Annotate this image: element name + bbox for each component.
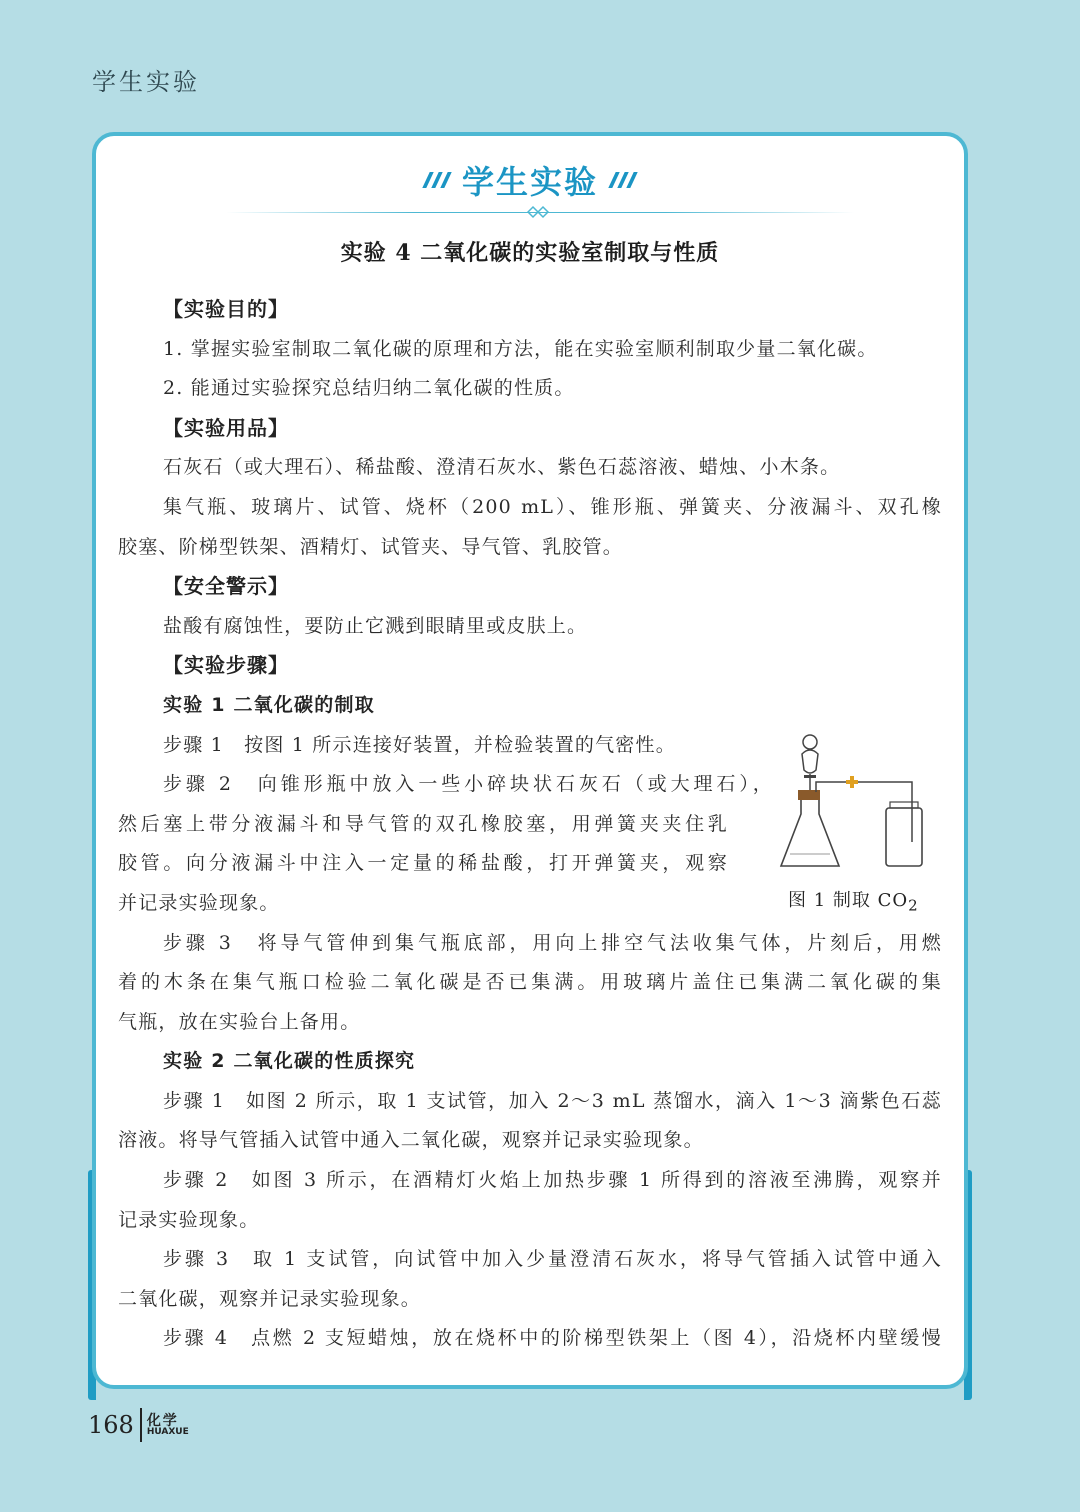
experiment-card — [92, 132, 968, 1389]
banner — [96, 158, 964, 202]
experiment-title: 实验 4 二氧化碳的实验室制取与性质 — [340, 240, 720, 266]
delivery-tube — [816, 782, 912, 842]
spring-clip-handle — [846, 780, 858, 784]
divider-ornament-icon — [526, 205, 550, 219]
figure-1-caption-text: 图 1 制取 CO — [788, 890, 909, 911]
footer-divider — [140, 1408, 142, 1442]
purpose-item-1: 1. 掌握实验室制取二氧化碳的原理和方法，能在实验室顺利制取少量二氧化碳。 — [163, 337, 878, 360]
figure-1-caption-subscript: 2 — [908, 896, 919, 915]
exp1-step2-line-2: 然后塞上带分液漏斗和导气管的双孔橡胶塞，用弹簧夹夹住乳 — [118, 812, 728, 835]
purpose-heading: 【实验目的】 — [163, 297, 289, 321]
exp2-step1-line-1: 步骤 1 如图 2 所示，取 1 支试管，加入 2～3 mL 蒸馏水，滴入 1～3 滴紫色石蕊 — [163, 1089, 942, 1112]
experiment-1-title: 实验 1 二氧化碳的制取 — [163, 693, 375, 716]
safety-heading: 【安全警示】 — [163, 574, 289, 599]
figure-1-caption — [788, 886, 919, 915]
funnel-stopper — [803, 735, 817, 749]
co2-apparatus-diagram — [776, 730, 936, 880]
exp1-step2-line-3: 胶管。向分液漏斗中注入一定量的稀盐酸，打开弹簧夹，观察 — [118, 852, 728, 875]
gas-collecting-bottle — [886, 808, 922, 866]
exp1-step2-line-4: 并记录实验现象。 — [118, 891, 280, 914]
exp2-step3-line-1: 步骤 3 取 1 支试管，向试管中加入少量澄清石灰水，将导气管插入试管中通入 — [163, 1248, 942, 1271]
page-number: 168 — [88, 1411, 134, 1439]
experiment-2-title: 实验 2 二氧化碳的性质探究 — [163, 1050, 416, 1073]
exp1-step3-line-1: 步骤 3 将导气管伸到集气瓶底部，用向上排空气法收集气体，片刻后，用燃 — [163, 931, 942, 954]
exp2-step1-line-2: 溶液。将导气管插入试管中通入二氧化碳，观察并记录实验现象。 — [118, 1129, 704, 1152]
exp2-step4-line-1: 步骤 4 点燃 2 支短蜡烛，放在烧杯中的阶梯型铁架上（图 4），沿烧杯内壁缓慢 — [163, 1327, 942, 1350]
exp1-step2-line-1: 步骤 2 向锥形瓶中放入一些小碎块状石灰石（或大理石）， — [163, 773, 773, 796]
materials-equipment-line-2: 胶塞、阶梯型铁架、酒精灯、试管夹、导气管、乳胶管。 — [118, 535, 624, 558]
slash-decoration-right-icon — [612, 172, 634, 188]
funnel-stopcock — [804, 775, 816, 778]
exp2-step3-line-2: 二氧化碳，观察并记录实验现象。 — [118, 1287, 422, 1310]
purpose-item-2: 2. 能通过实验探究总结归纳二氧化碳的性质。 — [163, 377, 575, 400]
page-footer — [88, 1408, 189, 1442]
steps-heading: 【实验步骤】 — [163, 653, 289, 678]
materials-heading: 【实验用品】 — [163, 415, 289, 440]
page-header: 学生实验 — [92, 68, 200, 96]
exp1-step3-line-3: 气瓶，放在实验台上备用。 — [118, 1010, 361, 1033]
exp2-step2-line-2: 记录实验现象。 — [118, 1208, 260, 1231]
conical-flask — [781, 800, 839, 866]
subject-brand — [147, 1414, 189, 1437]
exp1-step3-line-2: 着的木条在集气瓶口检验二氧化碳是否已集满。用玻璃片盖住已集满二氧化碳的集 — [118, 971, 942, 994]
materials-equipment-line-1: 集气瓶、玻璃片、试管、烧杯（200 mL）、锥形瓶、弹簧夹、分液漏斗、双孔橡 — [163, 495, 942, 518]
banner-title: 学生实验 — [461, 163, 598, 201]
exp1-step1: 步骤 1 按图 1 所示连接好装置，并检验装置的气密性。 — [163, 733, 676, 756]
bottle-neck — [890, 802, 918, 808]
exp2-step2-line-1: 步骤 2 如图 3 所示，在酒精灯火焰上加热步骤 1 所得到的溶液至沸腾，观察并 — [163, 1169, 942, 1192]
separatory-funnel — [802, 750, 818, 773]
materials-chemicals: 石灰石（或大理石）、稀盐酸、澄清石灰水、紫色石蕊溶液、蜡烛、小木条。 — [163, 456, 841, 479]
safety-text: 盐酸有腐蚀性，要防止它溅到眼睛里或皮肤上。 — [163, 614, 588, 637]
subject-name-en: HUAXUE — [146, 1426, 189, 1437]
subject-name-cn: 化学 — [146, 1412, 179, 1429]
slash-decoration-left-icon — [426, 172, 448, 188]
